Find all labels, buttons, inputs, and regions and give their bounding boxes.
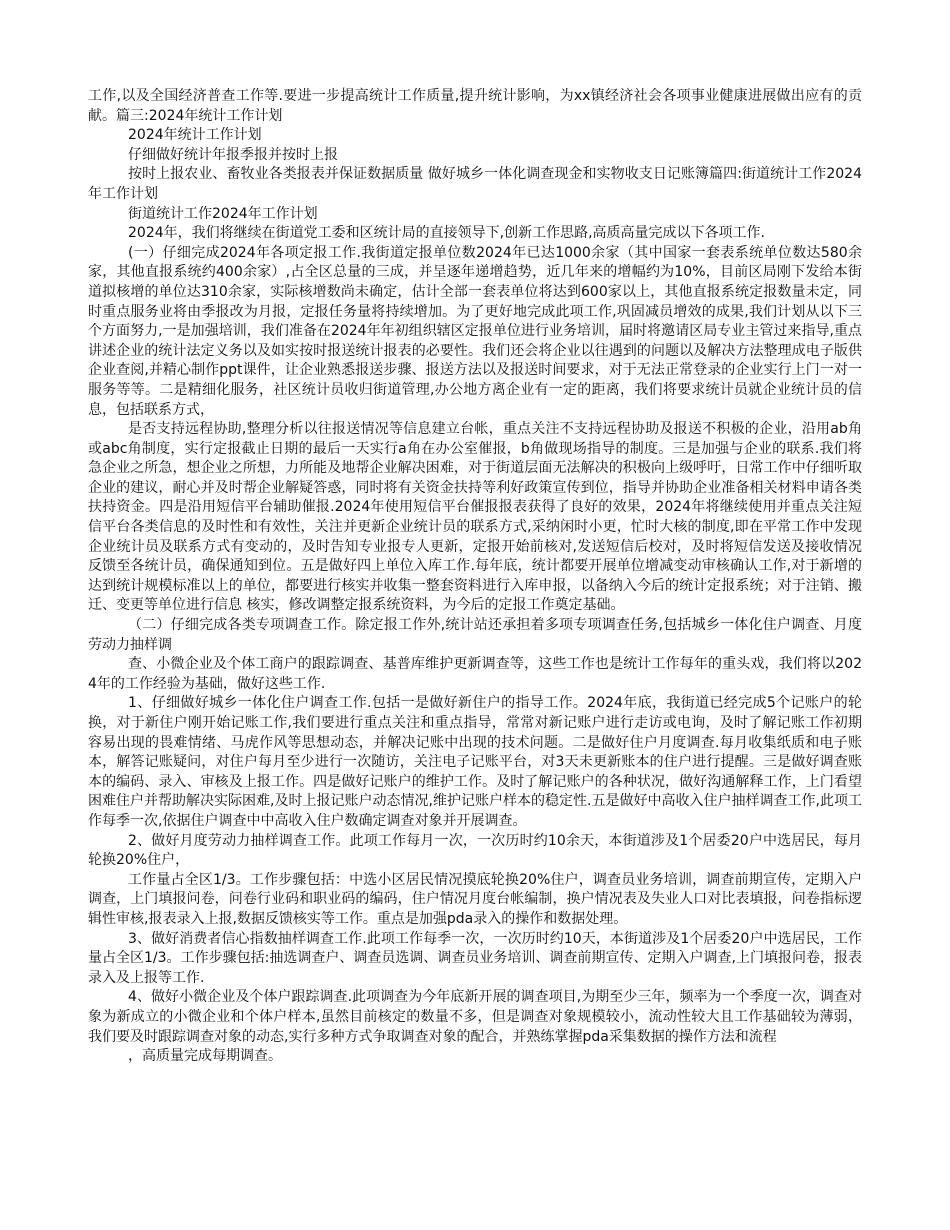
paragraph: 工作,以及全国经济普查工作等.要进一步提高统计工作质量,提升统计影响，为xx镇经济社会各项事业健康进展做出应有的贡献。篇三:2024年统计工作计划 xyxy=(88,88,862,124)
paragraph: 2、做好月度劳动力抽样调查工作。此项工作每月一次，一次历时约10余天，本街道涉及1个居委20户中选居民，每月轮换20%住户， xyxy=(88,832,862,869)
paragraph: 4、做好小微企业及个体户跟踪调查.此项调查为今年底新开展的调查项目,为期至少三年，频率为一个季度一次，调查对象为新成立的小微企业和个体户样本,虽然目前核定的数量不多，但是调查对象规模较小，流动性较大且工作基础较为薄弱，我们要及时跟踪调查对象的动态,实行多种方式争取调查对象的配合，并熟练掌握pda采集数据的操作方法和流程 xyxy=(88,989,862,1045)
paragraph: 2024年，我们将继续在街道党工委和区统计局的直接领导下,创新工作思路,高质高量完成以下各项工作. xyxy=(128,225,765,242)
paragraph: 2024年统计工作计划 xyxy=(128,127,262,144)
document-body xyxy=(88,87,862,1067)
paragraph: 街道统计工作2024年工作计划 xyxy=(128,205,318,222)
paragraph: 仔细做好统计年报季报并按时上报 xyxy=(128,146,338,163)
paragraph: 工作量占全区1/3。工作步骤包括：中选小区居民情况摸底轮换20%住户，调查员业务培训，调查前期宣传，定期入户调查，上门填报问卷，问卷行业码和职业码的编码，住户情况月度台帐编制，换户情况表及失业人口对比表填报，问卷指标逻辑性审核,报表录入上报,数据反馈核实等工作。重点是加强pda录入的操作和数据处理。 xyxy=(88,871,862,927)
paragraph: 是否支持远程协助,整理分析以往报送情况等信息建立台帐，重点关注不支持远程协助及报送不积极的企业，沿用ab角或abc角制度，实行定报截止日期的最后一天实行a角在办公室催报，b角做现场指导的制度。三是加强与企业的联系.我们将急企业之所急，想企业之所想，力所能及地帮企业解决困难，对于街道层面无法解决的积极向上级呼吁，日常工作中仔细听取企业的建议，耐心并及时帮企业解疑答惑，同时将有关资金扶持等利好政策宣传到位，指导并协助企业准备相关材料申请各类扶持资金。四是沿用短信平台辅助催报.2024年使用短信平台催报报表获得了良好的效果，2024年将继续使用并重点关注短信平台各类信息的及时性和有效性，关注并更新企业统计员的联系方式,采纳闲时小更，忙时大核的制度,即在平常工作中发现企业统计员及联系方式有变动的，及时告知专业报专人更新，定报开始前核对,发送短信后校对，及时将短信发送及接收情况反馈至各统计员，确保通知到位。五是做好四上单位入库工作.每年底，统计都要开展单位增减变动审核确认工作,对于新增的达到统计规模标准以上的单位，都要进行核实并收集一整套资料进行入库申报，以备纳入今后的统计定报系统；对于注销、搬迁、变更等单位进行信息 核实，修改调整定报系统资料，为今后的定报工作奠定基础。 xyxy=(88,421,862,614)
paragraph: ，高质量完成每期调查。 xyxy=(128,1048,282,1065)
paragraph: 1、仔细做好城乡一体化住户调查工作.包括一是做好新住户的指导工作。2024年底，我街道已经完成5个记账户的轮换，对于新住户刚开始记账工作,我们要进行重点关注和重点指导，常常对新记账户进行走访或电询，及时了解记账工作初期容易出现的畏难情绪、马虎作风等思想动态，并解决记账中出现的技术问题。二是做好住户月度调查.每月收集纸质和电子账本，解答记账疑问，对住户每月至少进行一次随访，关注电子记账平台，对3天未更新账本的住户进行提醒。三是做好调查账本的编码、录入、审核及上报工作。四是做好记账户的维护工作。及时了解记账户的各种状况，做好沟通解释工作，上门看望困难住户并帮助解决实际困难,及时上报记账户动态情况,维护记账户样本的稳定性.五是做好中高收入住户抽样调查工作,此项工作每季一次,依据住户调查中中高收入住户数确定调查对象并开展调查。 xyxy=(88,695,862,829)
paragraph: 查、小微企业及个体工商户的跟踪调查、基普库维护更新调查等，这些工作也是统计工作每年的重头戏，我们将以2024年的工作经验为基础，做好这些工作. xyxy=(88,656,862,692)
paragraph: 3、做好消费者信心指数抽样调查工作.此项工作每季一次，一次历时约10天，本街道涉及1个居委20户中选居民，工作量占全区1/3。工作步骤包括:抽选调查户、调查员选调、调查员业务培训、调查前期宣传、定期入户调查,上门填报问卷，报表录入及上报等工作. xyxy=(88,930,862,986)
paragraph: (一）仔细完成2024年各项定报工作.我街道定报单位数2024年已达1000余家（其中国家一套表系统单位数达580余家，其他直报系统约400余家）,占全区总量的三成，并呈逐年递增趋势，近几年来的增幅约为10%，目前区局刚下发给本街道拟核增的单位达310余家，实际核增数尚未确定，估计全部一套表单位将达到600家以上，其他直报系统定报数量未定，同时重点服务业将由季报改为月报，定报任务量将持续增加。为了更好地完成此项工作,巩固减员增效的成果,我们计划从以下三个方面努力,一是加强培训，我们准备在2024年年初组织辖区定报单位进行业务培训，届时将邀请区局专业主管过来指导,重点讲述企业的统计法定义务以及如实按时报送统计报表的必要性。我们还会将企业以往遇到的问题以及解决方法整理成电子版供企业查阅,并精心制作ppt课件，让企业熟悉报送步骤、报送方法以及报送时间要求，对于无法正常登录的企业实行上门一对一服务等等。二是精细化服务，社区统计员收归街道管理,办公地方离企业有一定的距离，我们将要求统计员就企业统计员的信息，包括联系方式， xyxy=(88,244,862,418)
paragraph: 按时上报农业、畜牧业各类报表并保证数据质量 做好城乡一体化调查现金和实物收支日记账簿篇四:街道统计工作2024年工作计划 xyxy=(88,166,862,202)
paragraph: （二）仔细完成各类专项调查工作。除定报工作外,统计站还承担着多项专项调查任务,包括城乡一体化住户调查、月度劳动力抽样调 xyxy=(88,617,862,653)
